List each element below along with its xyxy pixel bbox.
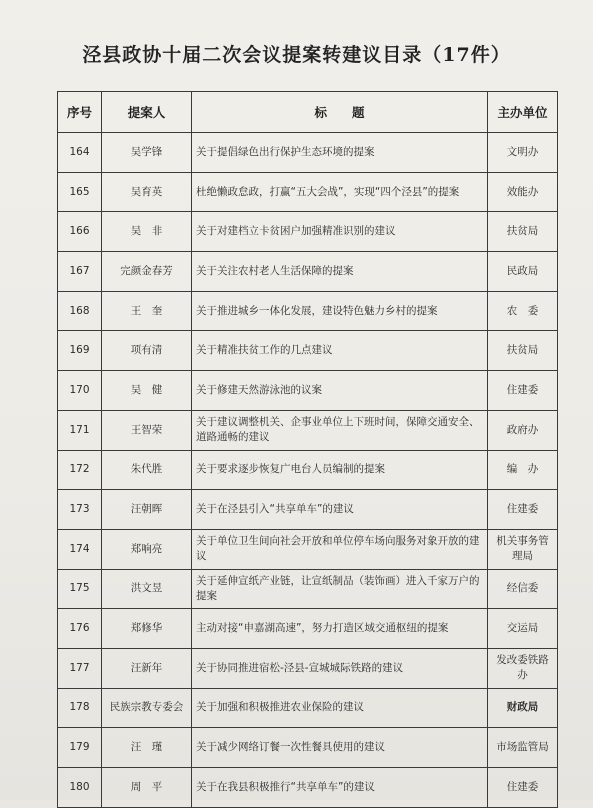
- row-proposer: 郑修华: [102, 609, 192, 649]
- row-title: 关于推进城乡一体化发展，建设特色魅力乡村的提案: [192, 291, 488, 331]
- row-unit: 财政局: [488, 688, 558, 728]
- row-number: 171: [58, 410, 102, 450]
- document-title: 泾县政协十届二次会议提案转建议目录（17件）: [82, 44, 511, 66]
- table-row: [58, 609, 558, 649]
- row-number: 175: [58, 569, 102, 609]
- row-unit: 市场监管局: [488, 728, 558, 768]
- row-number: 168: [58, 291, 102, 331]
- row-number: 170: [58, 371, 102, 411]
- row-proposer: 汪 瑾: [102, 728, 192, 768]
- row-proposer: 汪朝晖: [102, 490, 192, 530]
- row-proposer: 周 平: [102, 768, 192, 808]
- row-number: 180: [58, 768, 102, 808]
- row-proposer: 吴学锋: [102, 133, 192, 173]
- row-number: 178: [58, 688, 102, 728]
- header-unit: 主办单位: [488, 92, 558, 133]
- row-number: 169: [58, 331, 102, 371]
- row-unit: 交运局: [488, 609, 558, 649]
- table-row: [58, 529, 558, 569]
- table-row: [58, 172, 558, 212]
- row-number: 167: [58, 252, 102, 292]
- proposal-table: [57, 91, 558, 808]
- table-row: [58, 291, 558, 331]
- row-title: 关于要求逐步恢复广电台人员编制的提案: [192, 450, 488, 490]
- row-number: 166: [58, 212, 102, 252]
- table-row: [58, 648, 558, 688]
- row-unit: 扶贫局: [488, 331, 558, 371]
- row-unit: 住建委: [488, 768, 558, 808]
- row-proposer: 汪新年: [102, 648, 192, 688]
- row-title: 关于建议调整机关、企事业单位上下班时间，保障交通安全、道路通畅的建议: [192, 410, 488, 450]
- row-title: 关于加强和积极推进农业保险的建议: [192, 688, 488, 728]
- table-row: [58, 133, 558, 173]
- row-title: 杜绝懒政怠政，打赢“五大会战”，实现“四个泾县”的提案: [192, 172, 488, 212]
- row-title: 关于减少网络订餐一次性餐具使用的建议: [192, 728, 488, 768]
- row-proposer: 郑响亮: [102, 529, 192, 569]
- header-proposer: 提案人: [102, 92, 192, 133]
- row-number: 173: [58, 490, 102, 530]
- row-title: 主动对接“申嘉湖高速”，努力打造区域交通枢纽的提案: [192, 609, 488, 649]
- table-row: [58, 331, 558, 371]
- row-title: 关于单位卫生间向社会开放和单位停车场向服务对象开放的建议: [192, 529, 488, 569]
- row-unit: 经信委: [488, 569, 558, 609]
- table-row: [58, 410, 558, 450]
- row-unit: 农 委: [488, 291, 558, 331]
- row-proposer: 民族宗教专委会: [102, 688, 192, 728]
- row-unit: 住建委: [488, 490, 558, 530]
- row-title: 关于关注农村老人生活保障的提案: [192, 252, 488, 292]
- row-proposer: 王智荣: [102, 410, 192, 450]
- row-unit: 住建委: [488, 371, 558, 411]
- row-unit: 机关事务管理局: [488, 529, 558, 569]
- row-number: 174: [58, 529, 102, 569]
- row-title: 关于协同推进宿松-泾县-宣城城际铁路的建议: [192, 648, 488, 688]
- row-proposer: 完颜金春芳: [102, 252, 192, 292]
- row-unit: 民政局: [488, 252, 558, 292]
- table-row: [58, 688, 558, 728]
- row-unit: 扶贫局: [488, 212, 558, 252]
- table-row: [58, 728, 558, 768]
- row-title: 关于精准扶贫工作的几点建议: [192, 331, 488, 371]
- row-proposer: 王 奎: [102, 291, 192, 331]
- row-title: 关于提倡绿色出行保护生态环境的提案: [192, 133, 488, 173]
- row-number: 165: [58, 172, 102, 212]
- row-number: 172: [58, 450, 102, 490]
- row-number: 164: [58, 133, 102, 173]
- row-number: 179: [58, 728, 102, 768]
- table-header-row: [58, 92, 558, 133]
- row-proposer: 项有清: [102, 331, 192, 371]
- row-title: 关于在泾县引入“共享单车”的建议: [192, 490, 488, 530]
- header-no: 序号: [58, 92, 102, 133]
- row-title: 关于对建档立卡贫困户加强精准识别的建议: [192, 212, 488, 252]
- row-unit: 发改委铁路办: [488, 648, 558, 688]
- table-row: [58, 252, 558, 292]
- row-unit: 效能办: [488, 172, 558, 212]
- row-title: 关于延伸宣纸产业链，让宣纸制品（装饰画）进入千家万户的提案: [192, 569, 488, 609]
- row-unit: 政府办: [488, 410, 558, 450]
- row-title: 关于修建天然游泳池的议案: [192, 371, 488, 411]
- row-unit: 编 办: [488, 450, 558, 490]
- row-number: 177: [58, 648, 102, 688]
- table-row: [58, 371, 558, 411]
- table-row: [58, 212, 558, 252]
- row-proposer: 洪文昱: [102, 569, 192, 609]
- row-title: 关于在我县积极推行“共享单车”的建议: [192, 768, 488, 808]
- table-row: [58, 490, 558, 530]
- row-proposer: 吴育英: [102, 172, 192, 212]
- table-row: [58, 569, 558, 609]
- table-row: [58, 768, 558, 808]
- row-proposer: 朱代胜: [102, 450, 192, 490]
- row-unit: 文明办: [488, 133, 558, 173]
- table-row: [58, 450, 558, 490]
- header-title: 标 题: [192, 92, 488, 133]
- row-number: 176: [58, 609, 102, 649]
- row-proposer: 吴 非: [102, 212, 192, 252]
- row-proposer: 吴 健: [102, 371, 192, 411]
